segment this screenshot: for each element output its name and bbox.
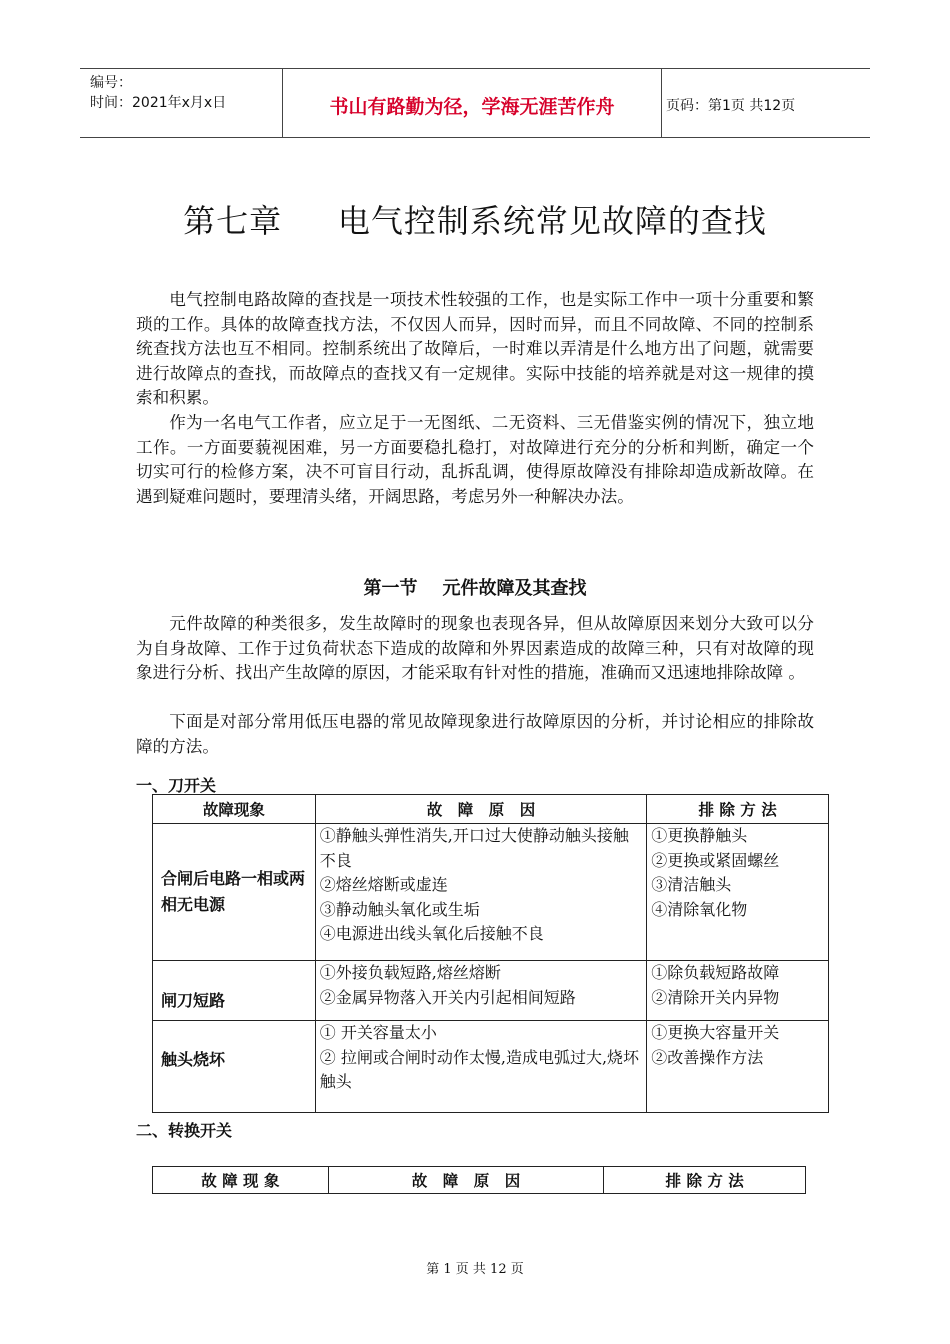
table-header-row (153, 795, 829, 824)
subsection-transfer-switch: 二、转换开关 (136, 1121, 233, 1140)
cause-item: ①外接负载短路,熔丝熔断 (319, 963, 501, 982)
cause-cell (315, 961, 646, 1021)
remedy-item: ③清洁触头 (651, 875, 732, 895)
knife-switch-table (152, 794, 829, 1113)
page-info: 页码：第1页 共12页 (666, 98, 796, 114)
header-remedy: 排 除 方 法 (604, 1167, 806, 1194)
cause-item: ①静触头弹性消失,开口过大使静动触头接触不良 (319, 826, 629, 870)
header-meta (90, 73, 226, 113)
transfer-switch-table (152, 1166, 806, 1194)
cause-item: ②金属异物落入开关内引起相间短路 (319, 987, 576, 1007)
cause-item: ① 开关容量太小 (319, 1023, 437, 1042)
table-row (153, 824, 829, 961)
time-label: 时间：2021年x月x日 (90, 95, 227, 111)
number-label: 编号： (90, 75, 132, 91)
remedy-item: ②更换或紧固螺丝 (651, 850, 780, 870)
motto: 书山有路勤为径，学海无涯苦作舟 (282, 69, 662, 137)
header-phenomenon: 故障现象 (153, 795, 316, 824)
remedy-cell (647, 1021, 829, 1113)
page-footer: 第 1 页 共 12 页 (426, 1262, 524, 1277)
cause-item: ② 拉闸或合闸时动作太慢,造成电弧过大,烧坏触头 (319, 1047, 640, 1092)
chapter-title: 第七章 电气控制系统常见故障的查找 (183, 202, 767, 240)
subsection-knife-switch: 一、刀开关 (136, 776, 217, 795)
page-header (80, 68, 870, 138)
cause-item: ②熔丝熔断或虚连 (319, 875, 448, 895)
remedy-item: ②改善操作方法 (651, 1047, 764, 1067)
section-title: 第一节 元件故障及其查找 (363, 578, 587, 599)
cause-cell (315, 1021, 646, 1113)
phenomenon-cell: 触头烧坏 (153, 1021, 316, 1113)
remedy-item: ②清除开关内异物 (651, 987, 780, 1007)
remedy-cell (647, 824, 829, 961)
remedy-cell (647, 961, 829, 1021)
intro-paragraph-2: 作为一名电气工作者，应立足于一无图纸、二无资料、三无借鉴实例的情况下，独立地工作。一方面要藐视困难，另一方面要稳扎稳打，对故障进行充分的分析和判断，确定一个切实可行的检修方案，决不可盲目行动，乱拆乱调，使得原故障没有排除却造成新故障。在遇到疑难问题时，要理清头绪，开阔思路，考虑另外一种解决办法。 (136, 413, 814, 506)
remedy-item: ①更换静触头 (651, 826, 748, 845)
header-cause: 故 障 原 因 (315, 795, 646, 824)
remedy-item: ①更换大容量开关 (651, 1023, 780, 1042)
remedy-item: ④清除氧化物 (651, 899, 748, 919)
intro-paragraph-1: 电气控制电路故障的查找是一项技术性较强的工作，也是实际工作中一项十分重要和繁琐的工作。具体的故障查找方法，不仅因人而异，因时而异，而且不同故障、不同的控制系统查找方法也互不相同。控制系统出了故障后，一时难以弄清是什么地方出了问题，就需要进行故障点的查找，而故障点的查找又有一定规律。实际中技能的培养就是对这一规律的摸索和积累。 (136, 290, 814, 408)
phenomenon-cell: 闸刀短路 (153, 961, 316, 1021)
header-remedy: 排 除 方 法 (647, 795, 829, 824)
cause-item: ④电源进出线头氧化后接触不良 (319, 924, 544, 944)
table-row (153, 1021, 829, 1113)
header-phenomenon: 故 障 现 象 (153, 1167, 329, 1194)
section-paragraph-2: 下面是对部分常用低压电器的常见故障现象进行故障原因的分析，并讨论相应的排除故障的方法。 (136, 712, 814, 756)
table-row (153, 961, 829, 1021)
header-cause: 故 障 原 因 (328, 1167, 604, 1194)
remedy-item: ①除负载短路故障 (651, 963, 780, 982)
cause-cell (315, 824, 646, 961)
cause-item: ③静动触头氧化或生垢 (319, 899, 480, 919)
table-header-row (153, 1167, 806, 1194)
phenomenon-cell: 合闸后电路一相或两相无电源 (153, 824, 316, 961)
section-paragraph-1: 元件故障的种类很多，发生故障时的现象也表现各异，但从故障原因来划分大致可以分为自身故障、工作于过负荷状态下造成的故障和外界因素造成的故障三种，只有对故障的现象进行分析、找出产生故障的原因，才能采取有针对性的措施，准确而又迅速地排除故障 。 (136, 614, 814, 683)
